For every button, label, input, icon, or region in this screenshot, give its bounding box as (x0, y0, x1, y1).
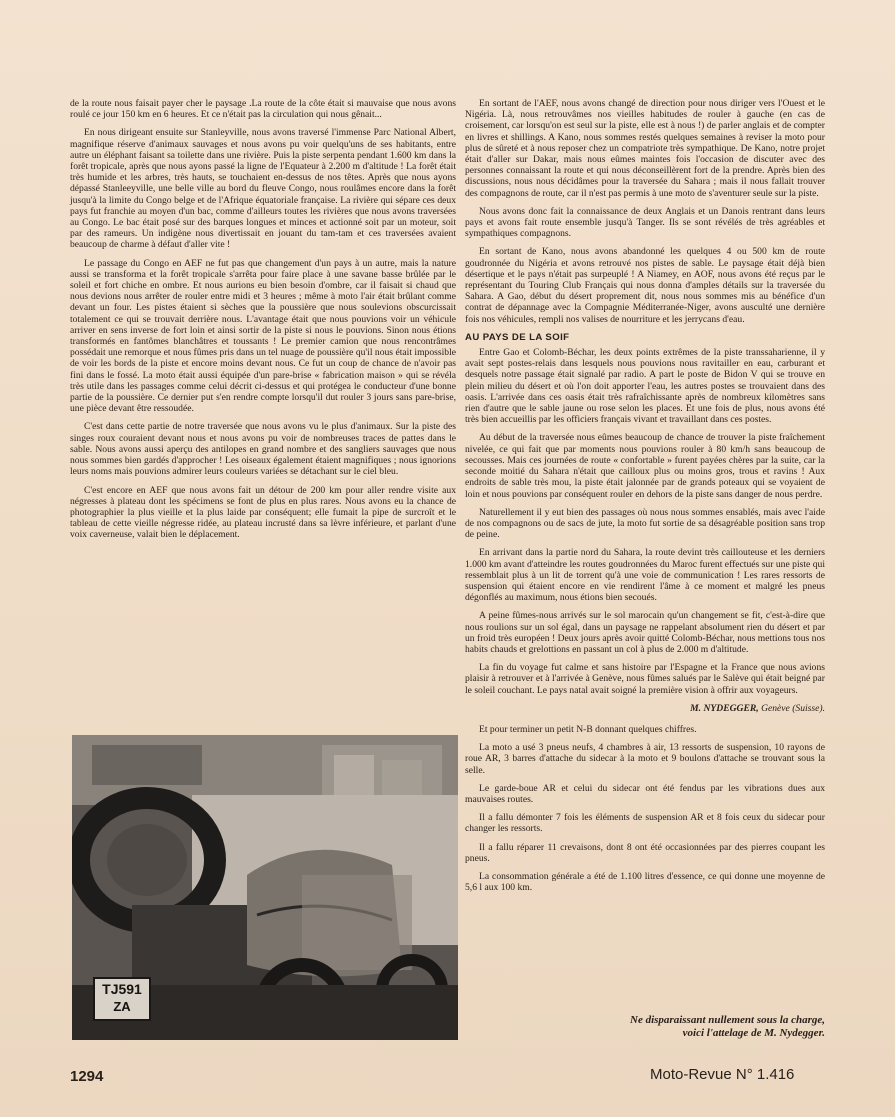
plate-suffix: ZA (113, 999, 131, 1014)
paragraph: Au début de la traversée nous eûmes beaucoup de chance de trouver la piste fraîchement nivelée, ce qui fait que par moments nous pouvions rouler à 80 km/h sans beaucoup de secousses. Mais ces journées de route « confortable » furent payées chères par la suite, car la seconde moitié du Sahara n'était que cailloux plus ou moins gros, trous et ravins ! Aux endroits de sable très mou, la piste était jalonnée par de grands poteaux qui se voyaient de loin et nous pouvions par conséquent rouler en dehors de la piste sans danger de nous perdre. (465, 432, 825, 500)
section-heading: AU PAYS DE LA SOIF (465, 331, 570, 343)
article-column-left (70, 98, 456, 548)
paragraph: En arrivant dans la partie nord du Sahara, la route devint très caillouteuse et les derniers 1.000 km avant d'atteindre les routes goudronnées du Maroc furent effectués sur une piste qui ressemblait plus à un lit de torrent qu'à une voie de communication ! Les rares ressorts de suspension qui étaient encore en vie rendirent l'âme à ce moment et malgré les pneus dégonflés au maximum, nous étions bien secoués. (465, 547, 825, 604)
photo-caption (555, 1014, 825, 1040)
paragraph: En nous dirigeant ensuite sur Stanleyville, nous avons traversé l'immense Parc National Albert, magnifique réserve d'animaux sauvages et nous avons pu voir quelqu'uns de ses habitants, entre autre un éléphant faisant sa toilette dans une rivière. Puis la piste serpenta pendant 1.600 km dans la forêt tropicale, après que nous ayons passé la ligne de l'Equateur à 2.200 m d'altitude ! La forêt était très humide et les arbres, très hauts, se touchaient en-dessus de nos têtes. Après que nous ayons dépassé Stanleeyville, une belle ville au bord du fleuve Congo, nous roulâmes encore dans la forêt jusqu'à la limite du Congo belge et de l'Afrique équatoriale française. La rivière qui sépare ces deux pays fut franchie au moyen d'un bac, comme d'ailleurs toutes les rivières que nous avons traversées au Congo. Le bac était posé sur des barques longues et minces et actionné soit par un moteur, soit par des rameurs. Un indigène nous divertissait en jouant du tam-tam et ces traversées avaient beaucoup de charme à défaut d'aller vite ! (70, 127, 456, 251)
author-name: M. NYDEGGER, (690, 702, 759, 714)
plate-number: TJ591 (102, 981, 142, 997)
magazine-issue: Moto-Revue N° 1.416 (650, 1066, 795, 1083)
author-place: Genève (Suisse). (761, 702, 825, 714)
paragraph: A peine fûmes-nous arrivés sur le sol marocain qu'un changement se fit, c'est-à-dire que nous roulions sur un sol égal, dans un paysage ne rappelant absolument rien du désert et par un froid très européen ! Deux jours après avoir quitté Colomb-Béchar, nous mettions tous nos habits chauds et grelottions en passant un col à plus de 2.000 m d'altitude. (465, 610, 825, 655)
caption-line: Ne disparaissant nullement sous la charge, (630, 1014, 825, 1026)
paragraph: Le passage du Congo en AEF ne fut pas que changement d'un pays à un autre, mais la nature aussi se transforma et la forêt tropicale s'arrêta pour faire place à une savane basse brûlée par le soleil et fort chiche en ombre. Et nous aurions eu bien besoin d'ombre, car il faisait si chaud que nous devions nous arrêter de rouler entre midi et 3 heures ; même à moto l'air était brûlant comme devant un four. Les pistes étaient si sèches que la poussière que nous soulevions obscurcissait totalement ce qui se trouvait derrière nous. L'avantage était que nous pouvions voir un véhicule arriver en sens inverse de fort loin et ainsi sortir de la piste si nous le pouvions. Sinon nous étions transformés en fantômes blanchâtres et toussants ! Le premier camion que nous rencontrâmes possédait une remorque et nous fûmes pris dans un tel nuage de poussière qu'il nous était impossible de voir les bords de la piste et encore moins devant nous. Ce fut un coup de chance de n'avoir pas fini dans le fossé. La moto était aussi équipée d'un pare-brise « fabrication maison » qui se révéla très utile dans les passages comme celui décrit ci-dessus et qui protégea le conducteur d'une bonne partie de la poussière. Ce dernier put s'en rendre compte lorsqu'il dut rouler 3 jours sans pare-brise, une pièce devant être ressoudée. (70, 257, 456, 415)
paragraph: La moto a usé 3 pneus neufs, 4 chambres à air, 13 ressorts de suspension, 10 rayons de roue AR, 3 barres d'attache du sidecar à la moto et 9 boulons d'attache se trouvant sous la selle. (465, 742, 825, 776)
article-column-right (465, 98, 825, 900)
paragraph: Il a fallu réparer 11 crevaisons, dont 8 ont été occasionnées par des pierres coupant les pneus. (465, 841, 825, 864)
paragraph: En sortant de l'AEF, nous avons changé de direction pour nous diriger vers l'Ouest et le Nigéria. Là, nous retrouvâmes nos vieilles habitudes de rouler à gauche (en cas de croisement, car lorsqu'on est seul sur la piste, elle est à nous !) de parler anglais et de compter en livres et shillings. A Kano, nous sommes restés quelques semaines à reviser la moto pour plus de sûreté et à nous reposer chez un compatriote très sympathique. De Kano, notre projet était d'aller sur Dakar, mais nous eûmes maintes fois l'occasion de discuter avec des personnes connaissant la route et qui nous déconseillèrent fort de la prendre. Après bien des discussions, nous nous décidâmes pour la traversée du Sahara ; mais il nous fallait trouver des compagnons de route, car il n'est pas permis à une moto de s'aventurer seule sur la piste. (465, 98, 825, 199)
author-signature (465, 703, 825, 714)
paragraph: La fin du voyage fut calme et sans histoire par l'Espagne et la France que nous avions plaisir à retrouver et à l'arrivée à Genève, nous fûmes salués par le Salève qui était beigné par le soleil couchant. Le pays natal avait soigné la première vision à offrir aux voyageurs. (465, 662, 825, 696)
license-plate (96, 980, 148, 1016)
paragraph: Naturellement il y eut bien des passages où nous nous sommes ensablés, mais avec l'aide de nos compagnons ou de sacs de jute, la moto fut sortie de sa désagréable position sans trop de peine. (465, 506, 825, 541)
sidecar-photo (72, 735, 458, 1040)
paragraph: C'est encore en AEF que nous avons fait un détour de 200 km pour aller rendre visite aux négresses à plateau dont les spécimens se font de plus en plus rares. Nous avons eu la chance de photographier la plus vieille et la plus laide par conséquent; elle fumait la pipe de surcroît et le tableau de cette vieille négresse ridée, au plateau incrusté dans sa lèvre inférieure, et parlant d'une voix caverneuse, valait bien le déplacement. (70, 484, 456, 541)
page-number: 1294 (70, 1068, 104, 1085)
paragraph: de la route nous faisait payer cher le paysage .La route de la côte était si mauvaise que nous avons roulé ce jour 150 km en 6 heures. Et ce n'était pas la circulation qui nous gênait... (70, 98, 456, 121)
paragraph: Il a fallu démonter 7 fois les éléments de suspension AR et 8 fois ceux du sidecar pour changer les ressorts. (465, 812, 825, 835)
paragraph: Et pour terminer un petit N-B donnant quelques chiffres. (479, 723, 697, 735)
paragraph: Le garde-boue AR et celui du sidecar ont été fendus par les vibrations dues aux mauvaises routes. (465, 782, 825, 805)
paragraph: En sortant de Kano, nous avons abandonné les quelques 4 ou 500 km de route goudronnée du Nigéria et avons retrouvé nos pistes de sable. Le paysage était déjà bien désertique et le pays n'était pas surpeuplé ! A Niamey, en AOF, nous avons été reçus par le représentant du Touring Club Français qui nous donna d'amples détails sur la traversée du Sahara. A Gao, début du désert proprement dit, nous nous sommes mis au bénéfice d'un contrat de dépannage avec la Compagnie Méditerranée-Niger, avons ausculté une dernière fois nos véhicules, rempli nos valises de nourriture et les jerrycans d'eau. (465, 246, 825, 325)
paragraph: La consommation générale a été de 1.100 litres d'essence, ce qui donne une moyenne de 5,6 l aux 100 km. (465, 870, 825, 894)
paragraph: Nous avons donc fait la connaissance de deux Anglais et un Danois rentrant dans leurs pays et avons fait route ensemble jusqu'à Tanger. Ils se sont révélés de très agréables et sympathiques compagnons. (465, 205, 825, 240)
paragraph: C'est dans cette partie de notre traversée que nous avons vu le plus d'animaux. Sur la piste des singes roux couraient devant nous et nous avons pu voir de nombreuses traces de pattes dans le sable. Nous avons aussi aperçu des antilopes en grand nombre et des sangliers sauvages que nous nous sommes bien gardés d'approcher ! Les oiseaux également étaient magnifiques ; nous ignorions leurs noms mais pouvions admirer leurs couleurs variées se détachant sur le ciel bleu. (70, 421, 456, 478)
caption-line: voici l'attelage de M. Nydegger. (682, 1027, 825, 1039)
paragraph: Entre Gao et Colomb-Béchar, les deux points extrêmes de la piste transsaharienne, il y avait sept postes-relais dans lesquels nous pouvions nous ravitailler en eau, carburant et desquels notre passage était signalé par radio. A part le poste de Bidon V qui se trouve en plein milieu du désert et où l'on doit apporter l'eau, les autres postes se trouvaient dans des oasis. L'arrivée dans ces oasis était très rafraîchissante après de nombreux kilomètres sans rien d'autre que le sable jaune ou rose selon les places. Et une fois de plus, nous avons été très bien accueillis par les officiers français vivant et travaillant dans ces postes. (465, 347, 825, 426)
